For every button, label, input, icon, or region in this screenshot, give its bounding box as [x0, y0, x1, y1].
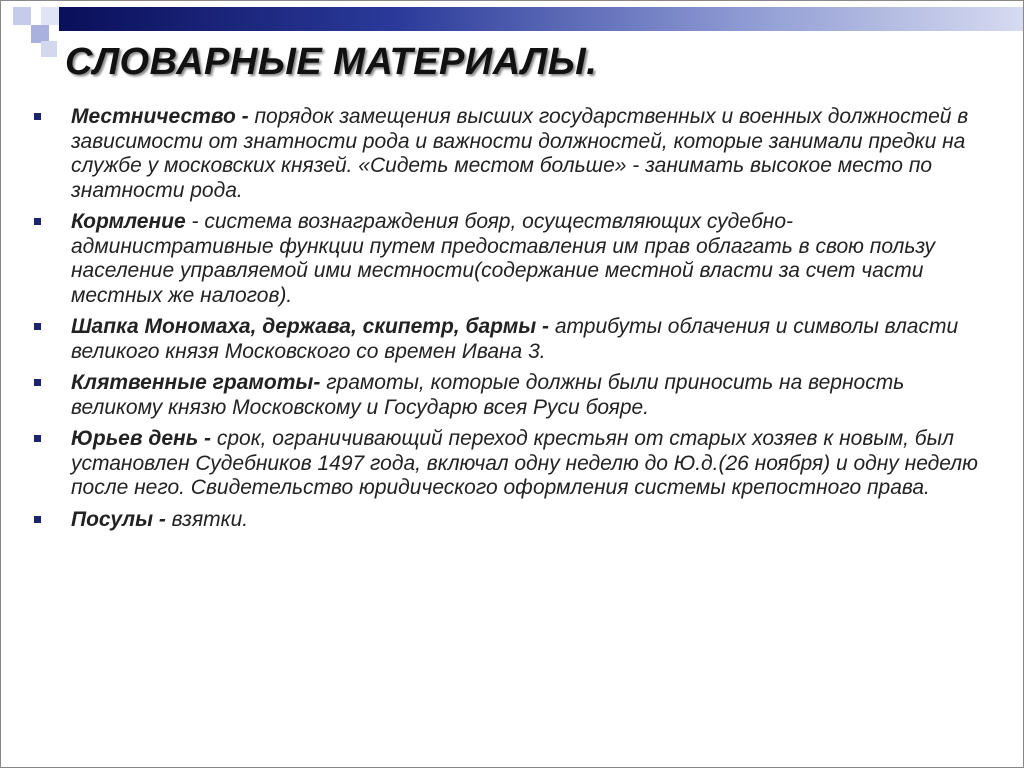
term: Кормление [71, 210, 186, 233]
definition-list [31, 105, 991, 539]
slide-title: СЛОВАРНЫЕ МАТЕРИАЛЫ. [65, 41, 598, 83]
list-item [31, 427, 991, 501]
corner-square-bottom [41, 41, 57, 57]
header-gradient-bar [59, 7, 1023, 31]
definition: срок, ограничивающий переход крестьян от старых хозяев к новым, был установлен Судебников 1497 года, включал одну неделю до Ю.д.(26 ноября) и одну неделю после него. Свидетельство юридического оформления системы крепостного права. [71, 427, 978, 499]
term: Местничество - [71, 105, 249, 128]
square-bullet-icon [34, 113, 41, 120]
square-bullet-icon [34, 516, 41, 523]
definition: взятки. [165, 507, 249, 531]
square-bullet-icon [34, 323, 41, 330]
list-item [31, 210, 991, 308]
square-bullet-icon [34, 379, 41, 386]
definition: атрибуты облачения и символы власти великого князя Московского со времен Ивана 3. [71, 315, 959, 363]
definition: грамоты, которые должны были приносить на верность великому князю Московскому и Государю всея Руси бояре. [71, 371, 905, 419]
square-bullet-icon [34, 218, 41, 225]
term: Шапка Мономаха, держава, скипетр, бармы - [71, 315, 549, 338]
term: Посулы - [71, 507, 166, 531]
square-bullet-icon [34, 435, 41, 442]
corner-square-top-left [13, 7, 31, 25]
list-item [31, 105, 991, 203]
list-item [31, 371, 991, 420]
list-item [31, 508, 991, 533]
definition: порядок замещения высших государственных и военных должностей в зависимости от знатности рода и важности должностей, которые занимали предки на службе у московских князей. «Сидеть местом больше» - занимать высокое место по знатности рода. [71, 105, 969, 202]
list-item [31, 315, 991, 364]
term: Юрьев день - [71, 427, 212, 450]
term: Клятвенные грамоты- [71, 371, 321, 394]
definition: - система вознаграждения бояр, осуществляющих судебно-административные функции путем предоставления им прав облагать в свою пользу население управляемой ими местности(содержание местной власти за счет части местных же налогов). [71, 210, 935, 307]
corner-square-top-right [41, 7, 59, 25]
